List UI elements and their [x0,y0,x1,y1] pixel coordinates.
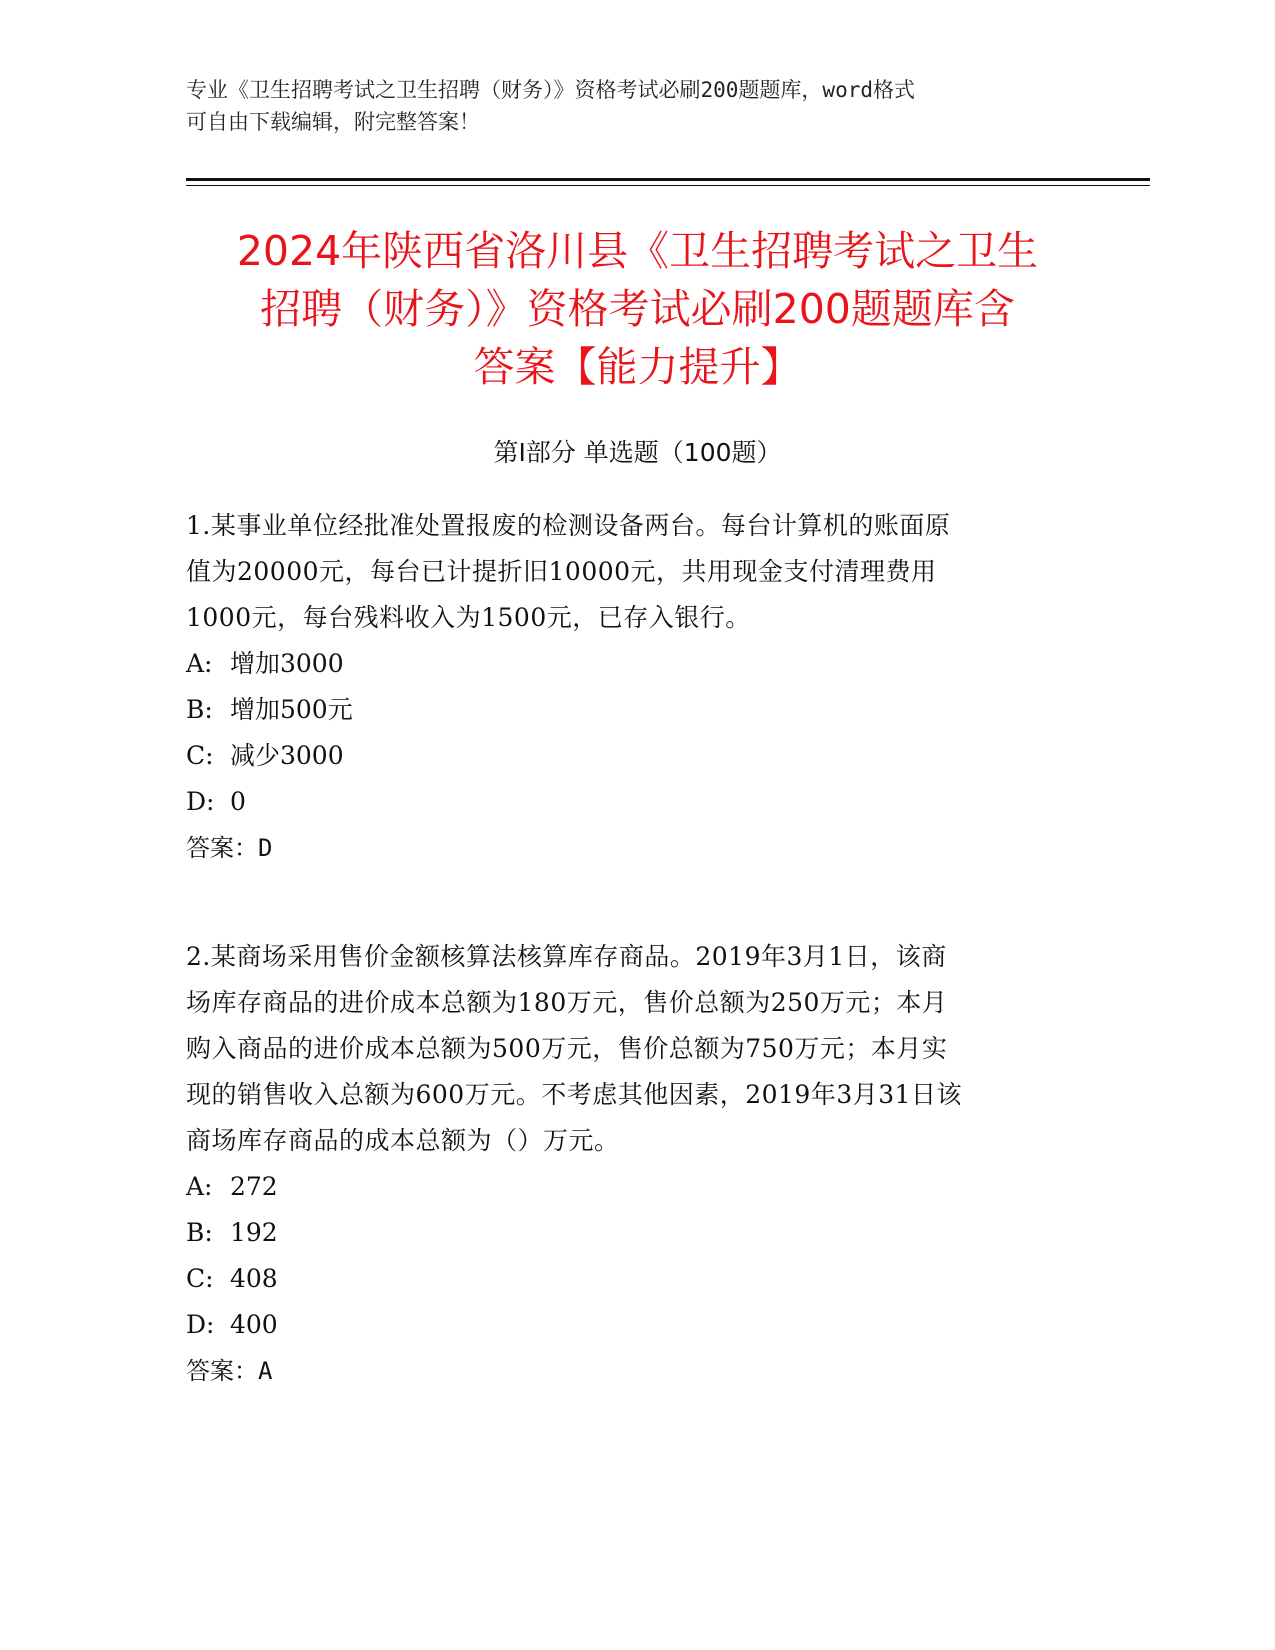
question-1 [186,503,1086,871]
question-stem-line: 商场库存商品的成本总额为（）万元。 [186,1126,620,1155]
option-text: 增加500元 [230,695,353,724]
question-stem-line: 购入商品的进价成本总额为500万元，售价总额为750万元；本月实 [186,1034,948,1063]
option-c [186,733,1086,779]
document-title [140,222,1135,396]
answer-line: 答案：A [186,1357,273,1385]
option-d [186,779,1086,825]
answer-line: 答案：D [186,834,273,862]
question-stem [186,503,1086,641]
option-text: 0 [230,787,246,816]
document-title-line-1: 2024年陕西省洛川县《卫生招聘考试之卫生 [236,227,1039,275]
option-key: C: [186,1264,214,1293]
header-note-line-1: 专业《卫生招聘考试之卫生招聘（财务）》资格考试必刷200题题库，word格式 [186,78,915,102]
header-divider-thick [186,178,1150,181]
question-stem-line: 场库存商品的进价成本总额为180万元，售价总额为250万元；本月 [186,988,948,1017]
question-stem-line: 1000元，每台残料收入为1500元，已存入银行。 [186,603,751,632]
document-title-line-3: 答案【能力提升】 [473,343,802,391]
option-b [186,687,1086,733]
option-text: 减少3000 [230,741,344,770]
option-c [186,1256,1086,1302]
document-title-line-2: 招聘（财务）》资格考试必刷200题题库含 [260,285,1015,333]
question-2 [186,934,1086,1394]
option-key: D: [186,1310,215,1339]
option-text: 408 [230,1264,278,1293]
option-key: A: [186,649,213,678]
option-key: B: [186,1218,213,1247]
question-stem-line: 1.某事业单位经批准处置报废的检测设备两台。每台计算机的账面原 [186,511,951,540]
option-a [186,1164,1086,1210]
option-key: B: [186,695,213,724]
header-note [186,74,1086,138]
option-d [186,1302,1086,1348]
option-key: A: [186,1172,213,1201]
option-text: 272 [230,1172,278,1201]
option-text: 400 [230,1310,278,1339]
question-stem-line: 2.某商场采用售价金额核算法核算库存商品。2019年3月1日，该商 [186,942,947,971]
question-stem-line: 值为20000元，每台已计提折旧10000元，共用现金支付清理费用 [186,557,937,586]
header-note-line-2: 可自由下载编辑，附完整答案！ [186,110,480,134]
option-key: D: [186,787,215,816]
question-stem [186,934,1086,1164]
option-key: C: [186,741,214,770]
option-b [186,1210,1086,1256]
question-stem-line: 现的销售收入总额为600万元。不考虑其他因素，2019年3月31日该 [186,1080,963,1109]
option-a [186,641,1086,687]
option-text: 增加3000 [230,649,344,678]
option-text: 192 [230,1218,278,1247]
section-heading: 第Ⅰ部分 单选题（100题） [493,438,782,467]
header-divider-thin [186,185,1150,186]
